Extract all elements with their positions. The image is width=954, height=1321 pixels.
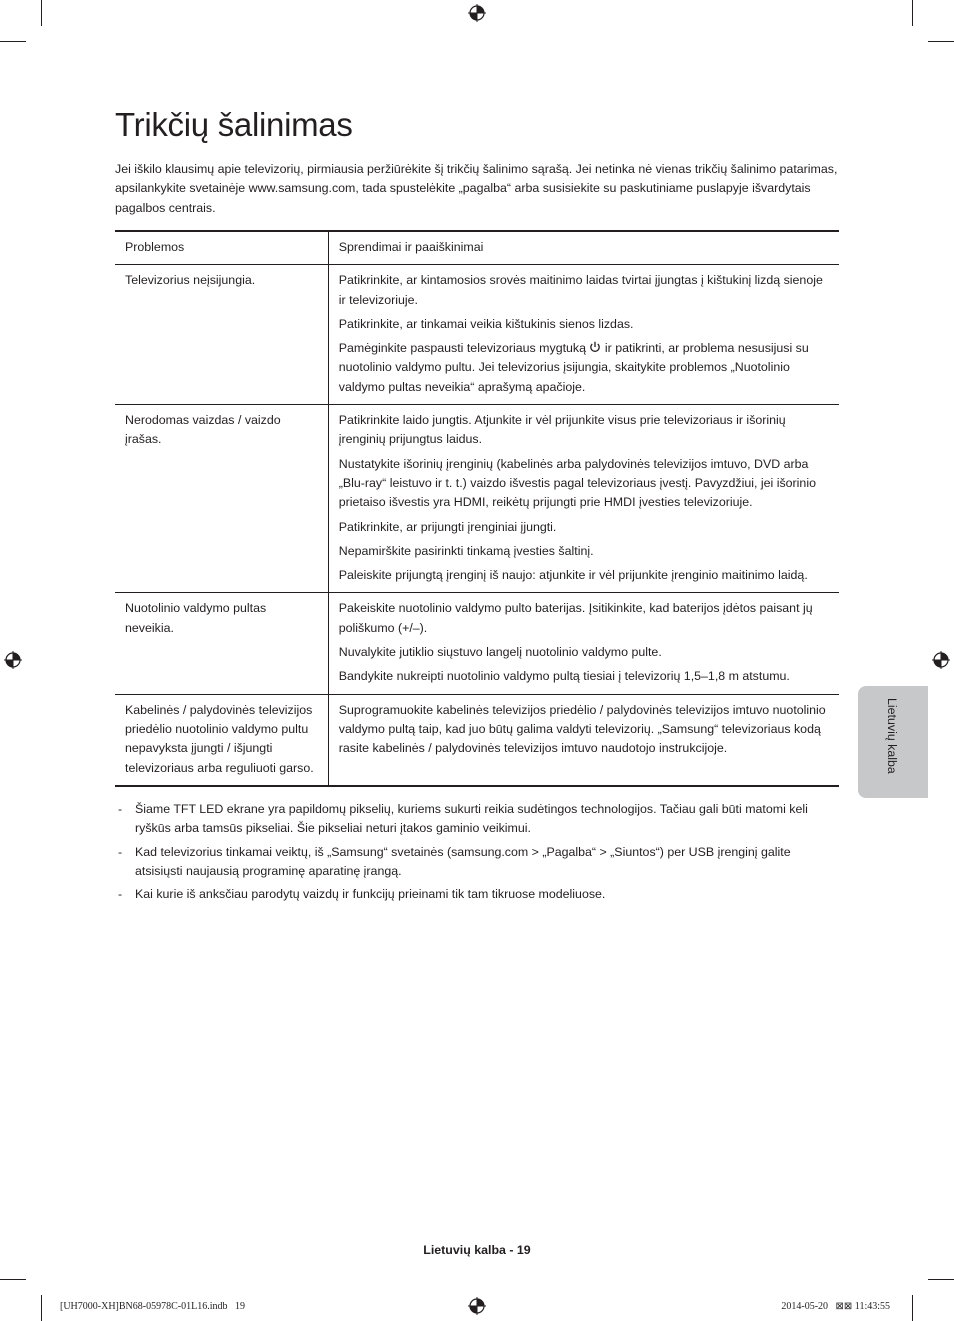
solution-text-part: Pamėginkite paspausti televizoriaus mygtuką [338, 341, 587, 356]
header-solution: Sprendimai ir paaiškinimai [328, 231, 839, 265]
notes-list [115, 800, 839, 908]
solution-cell [328, 593, 839, 694]
intro-paragraph: Jei iškilo klausimų apie televizorių, pirmiausia peržiūrėkite šį trikčių šalinimo sąrašą. Jei netinka nė vienas trikčių šalinimo patarimas, apsilankykite svetainėje www.samsung.com, tada spustelėkite „pagalba“ arba susisiekite su paskutiniame puslapyje išvardytais pagalbos centrais. [115, 162, 838, 215]
note-dash: - [118, 802, 123, 816]
crop-mark [0, 1279, 26, 1280]
solution-text: Patikrinkite, ar kintamosios srovės maitinimo laidas tvirtai įjungtas į kištukinį lizdą sienoje ir televizoriuje. [338, 273, 823, 307]
solution-text [339, 339, 829, 397]
crop-mark [912, 1295, 913, 1321]
solution-text: Bandykite nukreipti nuotolinio valdymo pultą tiesiai į televizorių 1,5–1,8 m atstumu. [338, 669, 790, 684]
solution-text: Nuvalykite jutiklio siųstuvo langelį nuotolinio valdymo pulte. [338, 645, 662, 660]
solution-text-part: ir patikrinti, ar problema nesusijusi su nuotolinio valdymo pultu. Jei televizorius įsijungia, skaitykite problemos „Nuotolinio valdymo pultas neveikia“ aprašymą apačioje. [338, 341, 809, 394]
solution-text: Patikrinkite, ar prijungti įrenginiai įjungti. [338, 519, 557, 534]
power-icon [589, 341, 601, 353]
solution-text: Patikrinkite laido jungtis. Atjunkite ir vėl prijunkite visus prie televizoriaus ir išorinių įrenginių prijungtus laidus. [338, 413, 786, 447]
table-row [115, 593, 839, 694]
table-row [115, 265, 839, 405]
solution-cell [328, 265, 839, 405]
note-dash: - [118, 844, 123, 859]
problem-cell: Nerodomas vaizdas / vaizdo įrašas. [115, 405, 328, 593]
troubleshooting-table [115, 230, 839, 787]
page-footer: Lietuvių kalba - 19 [423, 1243, 531, 1257]
note-dash: - [118, 887, 123, 902]
note-item [115, 843, 839, 882]
imprint-timestamp: 2014-05-20 ⊠⊠ 11:43:55 [781, 1301, 890, 1312]
table-row [115, 694, 839, 786]
note-text: Kai kurie iš anksčiau parodytų vaizdų ir funkcijų prieinami tik tam tikruose modeliuose. [135, 887, 606, 902]
solution-text: Nepamirškite pasirinkti tinkamą įvesties šaltinį. [338, 543, 594, 558]
solution-text: Paleiskite prijungtą įrenginį iš naujo: atjunkite ir vėl prijunkite įrenginio maitinimo laidą. [338, 568, 808, 583]
solution-cell [328, 694, 839, 786]
problem-cell: Televizorius neįsijungia. [115, 265, 328, 405]
problem-cell: Nuotolinio valdymo pultas neveikia. [115, 593, 328, 694]
registration-mark-icon [468, 1297, 486, 1315]
table-row [115, 405, 839, 593]
note-item [115, 885, 839, 904]
crop-mark [928, 1279, 954, 1280]
solution-text: Pakeiskite nuotolinio valdymo pulto baterijas. Įsitikinkite, kad baterijos įdėtos paisant jų poliškumo (+/–). [338, 601, 813, 635]
solution-text: Patikrinkite, ar tinkamai veikia kištukinis sienos lizdas. [338, 316, 634, 331]
imprint-file: [UH7000-XH]BN68-05978C-01L16.indb 19 [60, 1301, 245, 1312]
crop-mark [928, 41, 954, 42]
crop-mark [41, 1295, 42, 1321]
solution-cell [328, 405, 839, 593]
note-item [115, 800, 839, 839]
crop-mark [41, 0, 42, 26]
note-text: Šiame TFT LED ekrane yra papildomų pikselių, kuriems sukurti reikia sudėtingos technologijos. Tačiau gali būti matomi keli ryškūs arba tamsūs pikseliai. Šie pikseliai neturi įtakos gaminio veikimui. [135, 802, 808, 836]
solution-text: Suprogramuokite kabelinės televizijos priedėlio / palydovinės televizijos imtuvo nuotolinio valdymo pultą taip, kad juo būtų galima valdyti televizorių. „Samsung“ televizoriaus kodą rasite kabelinės / palydovinės televizijos imtuvo naudotojo instrukcijoje. [338, 702, 826, 756]
language-tab-label: Lietuvių kalba [885, 698, 899, 774]
registration-mark-icon [468, 4, 486, 22]
language-side-tab [858, 686, 928, 798]
problem-cell: Kabelinės / palydovinės televizijos priedėlio nuotolinio valdymo pultu nepavyksta įjungti / išjungti televizoriaus arba reguliuoti garso. [115, 694, 328, 786]
crop-mark [0, 41, 26, 42]
table-header-row [115, 231, 839, 265]
note-text: Kad televizorius tinkamai veiktų, iš „Samsung“ svetainės (samsung.com > „Pagalba“ > „Siuntos“) per USB įrenginį galite atsisiųsti naujausią programinę aparatinę įrangą. [135, 844, 791, 878]
crop-mark [912, 0, 913, 26]
registration-mark-icon [4, 651, 22, 669]
solution-text: Nustatykite išorinių įrenginių (kabelinės arba palydovinės televizijos imtuvo, DVD arba „Blu-ray“ leistuvo ir t. t.) vaizdo išvestis pagal televizoriaus įvestį. Pavyzdžiui, jei išorinio prietaiso išvestis yra HDMI, reikėtų prijungti prie HMDI įvesties televizoriuje. [338, 456, 816, 510]
registration-mark-icon [932, 651, 950, 669]
header-problem: Problemos [115, 231, 328, 265]
page-title: Trikčių šalinimas [115, 106, 353, 143]
